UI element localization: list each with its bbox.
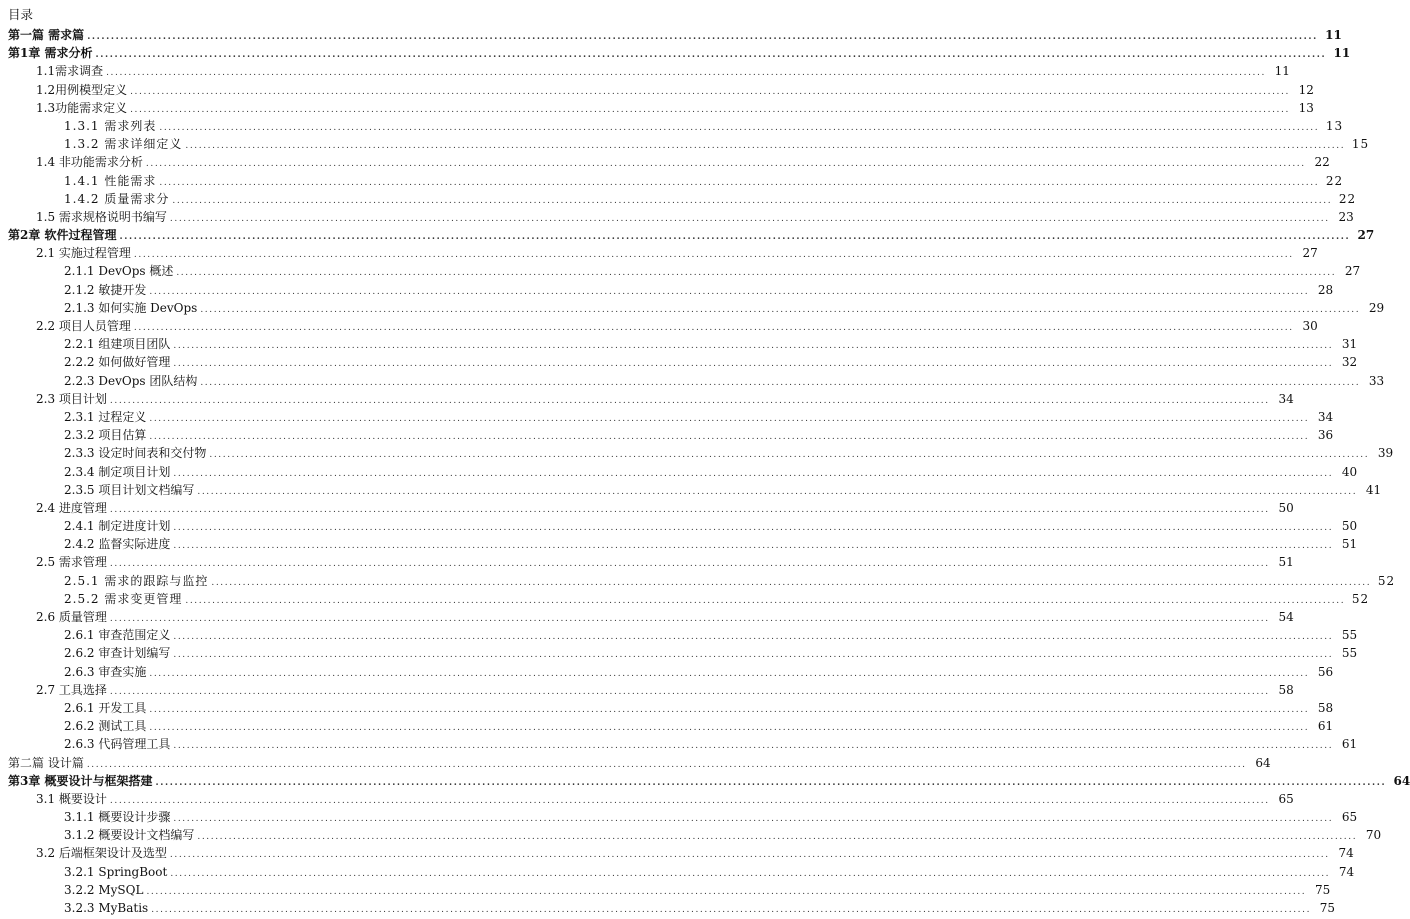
dot-leader: .................................................................................................................................................................................................................................................................... bbox=[200, 377, 1361, 388]
toc-entry-page: 30 bbox=[1302, 319, 1318, 333]
toc-entry-label: 2.6.2 测试工具 bbox=[64, 719, 147, 734]
toc-entry-page: 29 bbox=[1368, 300, 1385, 315]
toc-entry-label: 2.2.1 组建项目团队 bbox=[64, 337, 171, 352]
toc-entry-label: 3.2.2 MySQL bbox=[64, 882, 144, 897]
toc-entry-label: 2.6 质量管理 bbox=[36, 610, 107, 624]
toc-entry-page: 27 bbox=[1302, 246, 1318, 261]
dot-leader: .................................................................................................................................................................................................................................................................... bbox=[173, 814, 1334, 825]
dot-leader: .................................................................................................................................................................................................................................................................... bbox=[155, 777, 1387, 788]
toc-entry[interactable] bbox=[0, 226, 1375, 244]
toc-entry[interactable] bbox=[0, 644, 1358, 662]
toc-entry-page: 40 bbox=[1341, 464, 1358, 479]
toc-entry[interactable] bbox=[0, 299, 1385, 317]
toc-entry-page: 50 bbox=[1278, 500, 1294, 515]
toc-entry[interactable] bbox=[0, 535, 1358, 553]
toc-entry-page: 75 bbox=[1319, 901, 1336, 915]
toc-entry-label: 2.7 工具选择 bbox=[36, 682, 107, 697]
toc-entry[interactable] bbox=[0, 62, 1290, 80]
toc-entry-label: 3.2.1 SpringBoot bbox=[64, 864, 168, 879]
toc-entry-label: 1.4.1 性能需求 bbox=[64, 173, 157, 188]
dot-leader: .................................................................................................................................................................................................................................................................... bbox=[109, 504, 1270, 515]
toc-entry-page: 11 bbox=[1274, 64, 1290, 79]
toc-entry-label: 2.6.3 审查实施 bbox=[64, 664, 147, 679]
toc-entry-page: 28 bbox=[1317, 282, 1334, 297]
toc-entry[interactable] bbox=[0, 426, 1334, 444]
toc-entry[interactable] bbox=[0, 353, 1358, 371]
toc-entry-label: 1.3.2 需求详细定义 bbox=[64, 137, 183, 152]
dot-leader: .................................................................................................................................................................................................................................................................... bbox=[149, 432, 1310, 443]
toc-entry-page: 56 bbox=[1317, 664, 1334, 679]
toc-entry-label: 2.3.5 项目计划文档编写 bbox=[64, 482, 195, 497]
dot-leader: .................................................................................................................................................................................................................................................................... bbox=[211, 577, 1372, 588]
dot-leader: .................................................................................................................................................................................................................................................................... bbox=[149, 286, 1310, 297]
dot-leader: .................................................................................................................................................................................................................................................................... bbox=[170, 868, 1331, 879]
dot-leader: .................................................................................................................................................................................................................................................................... bbox=[185, 141, 1346, 152]
dot-leader: .................................................................................................................................................................................................................................................................... bbox=[169, 850, 1330, 861]
toc-entry-label: 2.4.1 制定进度计划 bbox=[64, 519, 171, 534]
toc-entry[interactable] bbox=[0, 826, 1382, 844]
toc-entry[interactable] bbox=[0, 190, 1357, 208]
toc-entry[interactable] bbox=[0, 663, 1334, 681]
dot-leader: .................................................................................................................................................................................................................................................................... bbox=[146, 886, 1307, 897]
toc-entry-label: 1.4.2 质量需求分 bbox=[64, 191, 170, 206]
toc-entry-page: 50 bbox=[1341, 519, 1358, 534]
toc-entry[interactable] bbox=[0, 463, 1358, 481]
toc-entry-label: 2.4 进度管理 bbox=[36, 500, 107, 515]
toc-entry-label: 2.1.2 敏捷开发 bbox=[64, 282, 147, 297]
dot-leader: .................................................................................................................................................................................................................................................................... bbox=[173, 523, 1334, 534]
toc-title: 目录 bbox=[8, 7, 34, 22]
toc-entry-label: 2.3.3 设定时间表和交付物 bbox=[64, 446, 207, 461]
dot-leader: .................................................................................................................................................................................................................................................................... bbox=[95, 50, 1327, 61]
toc-entry[interactable] bbox=[0, 153, 1330, 171]
toc-entry-page: 70 bbox=[1365, 828, 1382, 843]
toc-entry-label: 2.2.2 如何做好管理 bbox=[64, 355, 171, 370]
toc-entry-page: 41 bbox=[1365, 482, 1382, 497]
toc-entry[interactable] bbox=[0, 844, 1354, 862]
toc-entry-page: 51 bbox=[1278, 555, 1294, 570]
toc-entry[interactable] bbox=[0, 244, 1318, 262]
dot-leader: .................................................................................................................................................................................................................................................................... bbox=[159, 122, 1320, 133]
dot-leader: .................................................................................................................................................................................................................................................................... bbox=[197, 486, 1358, 497]
toc-entry[interactable] bbox=[0, 444, 1394, 462]
dot-leader: .................................................................................................................................................................................................................................................................... bbox=[109, 686, 1270, 697]
toc-entry[interactable] bbox=[0, 208, 1354, 226]
toc-entry-label: 2.1 实施过程管理 bbox=[36, 246, 131, 261]
toc-entry-label: 1.3功能需求定义 bbox=[36, 100, 128, 115]
toc-entry-page: 55 bbox=[1341, 628, 1358, 643]
toc-entry-label: 2.3.1 过程定义 bbox=[64, 409, 147, 424]
dot-leader: .................................................................................................................................................................................................................................................................... bbox=[109, 395, 1270, 406]
toc-entry-page: 74 bbox=[1338, 846, 1354, 861]
toc-entry-label: 2.5 需求管理 bbox=[36, 555, 107, 570]
toc-entry[interactable] bbox=[0, 135, 1370, 153]
toc-entry[interactable] bbox=[0, 608, 1294, 626]
toc-entry[interactable] bbox=[0, 372, 1385, 390]
toc-entry-page: 31 bbox=[1341, 337, 1358, 352]
dot-leader: .................................................................................................................................................................................................................................................................... bbox=[87, 32, 1318, 42]
toc-entry[interactable] bbox=[0, 335, 1358, 353]
toc-entry-page: 13 bbox=[1325, 118, 1344, 133]
dot-leader: .................................................................................................................................................................................................................................................................... bbox=[209, 450, 1370, 461]
dot-leader: .................................................................................................................................................................................................................................................................... bbox=[106, 68, 1266, 79]
toc-entry-page: 64 bbox=[1255, 755, 1271, 770]
toc-entry[interactable] bbox=[0, 754, 1271, 772]
toc-entry-page: 27 bbox=[1357, 228, 1375, 243]
toc-entry-label: 2.2 项目人员管理 bbox=[36, 319, 131, 333]
toc-entry-page: 11 bbox=[1325, 28, 1342, 42]
toc-entry-page: 32 bbox=[1341, 355, 1358, 370]
dot-leader: .................................................................................................................................................................................................................................................................... bbox=[149, 668, 1310, 679]
toc-entry[interactable] bbox=[0, 390, 1294, 408]
dot-leader: .................................................................................................................................................................................................................................................................... bbox=[173, 650, 1334, 661]
toc-entry[interactable] bbox=[0, 499, 1294, 517]
toc-entry-label: 第3章 概要设计与框架搭建 bbox=[8, 773, 153, 788]
dot-leader: .................................................................................................................................................................................................................................................................... bbox=[109, 795, 1270, 806]
toc-entry-label: 第1章 需求分析 bbox=[8, 46, 93, 61]
toc-entry-page: 54 bbox=[1278, 610, 1294, 624]
toc-entry-label: 2.3 项目计划 bbox=[36, 391, 107, 406]
dot-leader: .................................................................................................................................................................................................................................................................... bbox=[173, 541, 1334, 552]
toc-entry-label: 1.5 需求规格说明书编写 bbox=[36, 209, 167, 224]
dot-leader: .................................................................................................................................................................................................................................................................... bbox=[169, 213, 1330, 224]
toc-entry-label: 2.1.1 DevOps 概述 bbox=[64, 264, 174, 279]
toc-entry[interactable] bbox=[0, 317, 1318, 335]
dot-leader: .................................................................................................................................................................................................................................................................... bbox=[130, 104, 1290, 115]
toc-entry[interactable] bbox=[0, 517, 1358, 535]
toc-entry-label: 2.6.1 开发工具 bbox=[64, 700, 147, 715]
toc-entry-page: 22 bbox=[1338, 191, 1357, 206]
dot-leader: .................................................................................................................................................................................................................................................................... bbox=[109, 559, 1270, 570]
dot-leader: .................................................................................................................................................................................................................................................................... bbox=[149, 723, 1310, 734]
toc-entry-label: 3.2.3 MyBatis bbox=[64, 901, 149, 915]
toc-entry-page: 34 bbox=[1278, 391, 1294, 406]
dot-leader: .................................................................................................................................................................................................................................................................... bbox=[159, 177, 1320, 188]
toc-entry-label: 3.1.1 概要设计步骤 bbox=[64, 810, 171, 825]
toc-entry-label: 3.2 后端框架设计及选型 bbox=[36, 846, 167, 861]
toc-entry[interactable] bbox=[0, 172, 1344, 190]
dot-leader: .................................................................................................................................................................................................................................................................... bbox=[133, 323, 1294, 333]
dot-leader: .................................................................................................................................................................................................................................................................... bbox=[145, 159, 1306, 170]
toc-entry-page: 11 bbox=[1333, 46, 1351, 61]
dot-leader: .................................................................................................................................................................................................................................................................... bbox=[119, 232, 1351, 243]
toc-entry[interactable] bbox=[0, 553, 1294, 571]
toc-entry-label: 2.3.4 制定项目计划 bbox=[64, 464, 171, 479]
toc-entry-page: 52 bbox=[1351, 591, 1370, 606]
toc-entry[interactable] bbox=[0, 281, 1334, 299]
toc-entry-label: 2.4.2 监督实际进度 bbox=[64, 537, 171, 552]
dot-leader: .................................................................................................................................................................................................................................................................... bbox=[173, 341, 1334, 352]
toc-entry[interactable] bbox=[0, 481, 1382, 499]
toc-entry-page: 22 bbox=[1325, 173, 1344, 188]
toc-entry-page: 58 bbox=[1278, 682, 1294, 697]
toc-entry[interactable] bbox=[0, 117, 1344, 135]
toc-entry[interactable] bbox=[0, 572, 1396, 590]
toc-entry[interactable] bbox=[0, 44, 1351, 62]
dot-leader: .................................................................................................................................................................................................................................................................... bbox=[109, 614, 1270, 624]
toc-entry-page: 52 bbox=[1377, 573, 1396, 588]
dot-leader: .................................................................................................................................................................................................................................................................... bbox=[173, 359, 1334, 370]
toc-entry-label: 3.1.2 概要设计文档编写 bbox=[64, 828, 195, 843]
toc-entry[interactable] bbox=[0, 408, 1334, 426]
dot-leader: .................................................................................................................................................................................................................................................................... bbox=[149, 413, 1310, 424]
toc-entry-label: 1.1需求调查 bbox=[36, 64, 104, 79]
toc-entry-page: 15 bbox=[1351, 137, 1370, 152]
toc-entry-label: 2.2.3 DevOps 团队结构 bbox=[64, 373, 198, 388]
toc-entry-page: 22 bbox=[1314, 155, 1330, 170]
toc-entry-page: 75 bbox=[1315, 882, 1331, 897]
toc-entry-page: 61 bbox=[1317, 719, 1334, 734]
dot-leader: .................................................................................................................................................................................................................................................................... bbox=[176, 268, 1337, 279]
toc-entry-page: 12 bbox=[1298, 82, 1314, 97]
toc-entry-page: 58 bbox=[1317, 700, 1334, 715]
toc-entry[interactable] bbox=[0, 717, 1334, 735]
toc-entry[interactable] bbox=[0, 699, 1334, 717]
toc-entry[interactable] bbox=[0, 772, 1410, 790]
toc-entry-page: 74 bbox=[1338, 864, 1355, 879]
toc-entry-page: 36 bbox=[1317, 428, 1334, 443]
toc-entry-page: 23 bbox=[1338, 209, 1354, 224]
toc-entry-label: 第二篇 设计篇 bbox=[8, 755, 84, 770]
toc-entry-label: 2.6.3 代码管理工具 bbox=[64, 737, 171, 752]
toc-entry-label: 第一篇 需求篇 bbox=[8, 28, 85, 42]
dot-leader: .................................................................................................................................................................................................................................................................... bbox=[197, 832, 1358, 843]
toc-entry-label: 第2章 软件过程管理 bbox=[8, 228, 117, 243]
dot-leader: .................................................................................................................................................................................................................................................................... bbox=[173, 632, 1334, 643]
toc-entry-label: 2.1.3 如何实施 DevOps bbox=[64, 300, 198, 315]
toc-entry-label: 1.2用例模型定义 bbox=[36, 82, 128, 97]
toc-entry[interactable] bbox=[0, 790, 1294, 808]
toc-entry-label: 2.5.2 需求变更管理 bbox=[64, 591, 183, 606]
toc-entry[interactable] bbox=[0, 808, 1358, 826]
toc-entry-page: 39 bbox=[1377, 446, 1394, 461]
toc-entry-page: 33 bbox=[1368, 373, 1385, 388]
dot-leader: .................................................................................................................................................................................................................................................................... bbox=[133, 250, 1294, 261]
dot-leader: .................................................................................................................................................................................................................................................................... bbox=[173, 468, 1334, 479]
toc-entry[interactable] bbox=[0, 681, 1294, 699]
toc-entry[interactable] bbox=[0, 881, 1331, 899]
toc-entry-label: 2.6.2 审查计划编写 bbox=[64, 646, 171, 661]
toc-entry-page: 27 bbox=[1344, 264, 1361, 279]
toc-entry-page: 55 bbox=[1341, 646, 1358, 661]
dot-leader: .................................................................................................................................................................................................................................................................... bbox=[173, 741, 1334, 752]
toc-entry-label: 2.5.1 需求的跟踪与监控 bbox=[64, 573, 209, 588]
toc-entry-label: 3.1 概要设计 bbox=[36, 791, 107, 806]
dot-leader: .................................................................................................................................................................................................................................................................... bbox=[185, 595, 1346, 606]
toc-entry[interactable] bbox=[0, 863, 1355, 881]
toc-entry-page: 34 bbox=[1317, 409, 1334, 424]
dot-leader: .................................................................................................................................................................................................................................................................... bbox=[130, 86, 1290, 97]
toc-entry-page: 64 bbox=[1393, 773, 1410, 788]
toc-entry[interactable] bbox=[0, 735, 1358, 753]
dot-leader: .................................................................................................................................................................................................................................................................... bbox=[151, 905, 1312, 915]
toc-entry[interactable] bbox=[0, 26, 1342, 44]
dot-leader: .................................................................................................................................................................................................................................................................... bbox=[200, 304, 1361, 315]
dot-leader: .................................................................................................................................................................................................................................................................... bbox=[86, 759, 1247, 770]
toc-entry-page: 65 bbox=[1341, 810, 1358, 825]
toc-entry-page: 51 bbox=[1341, 537, 1358, 552]
toc-entry[interactable] bbox=[0, 590, 1370, 608]
toc-entry-label: 2.6.1 审查范围定义 bbox=[64, 628, 171, 643]
dot-leader: .................................................................................................................................................................................................................................................................... bbox=[172, 195, 1333, 206]
toc-entry-page: 65 bbox=[1278, 791, 1294, 806]
toc-entry[interactable] bbox=[0, 81, 1314, 99]
dot-leader: .................................................................................................................................................................................................................................................................... bbox=[149, 704, 1310, 715]
toc-entry[interactable] bbox=[0, 262, 1361, 280]
toc-list bbox=[0, 26, 1410, 917]
toc-entry-label: 2.3.2 项目估算 bbox=[64, 428, 147, 443]
toc-entry-label: 1.3.1 需求列表 bbox=[64, 118, 157, 133]
toc-entry-label: 1.4 非功能需求分析 bbox=[36, 155, 143, 170]
toc-entry-page: 61 bbox=[1341, 737, 1358, 752]
toc-entry[interactable] bbox=[0, 99, 1314, 117]
toc-entry-page: 13 bbox=[1298, 100, 1314, 115]
toc-entry[interactable] bbox=[0, 626, 1358, 644]
toc-entry[interactable] bbox=[0, 899, 1336, 917]
